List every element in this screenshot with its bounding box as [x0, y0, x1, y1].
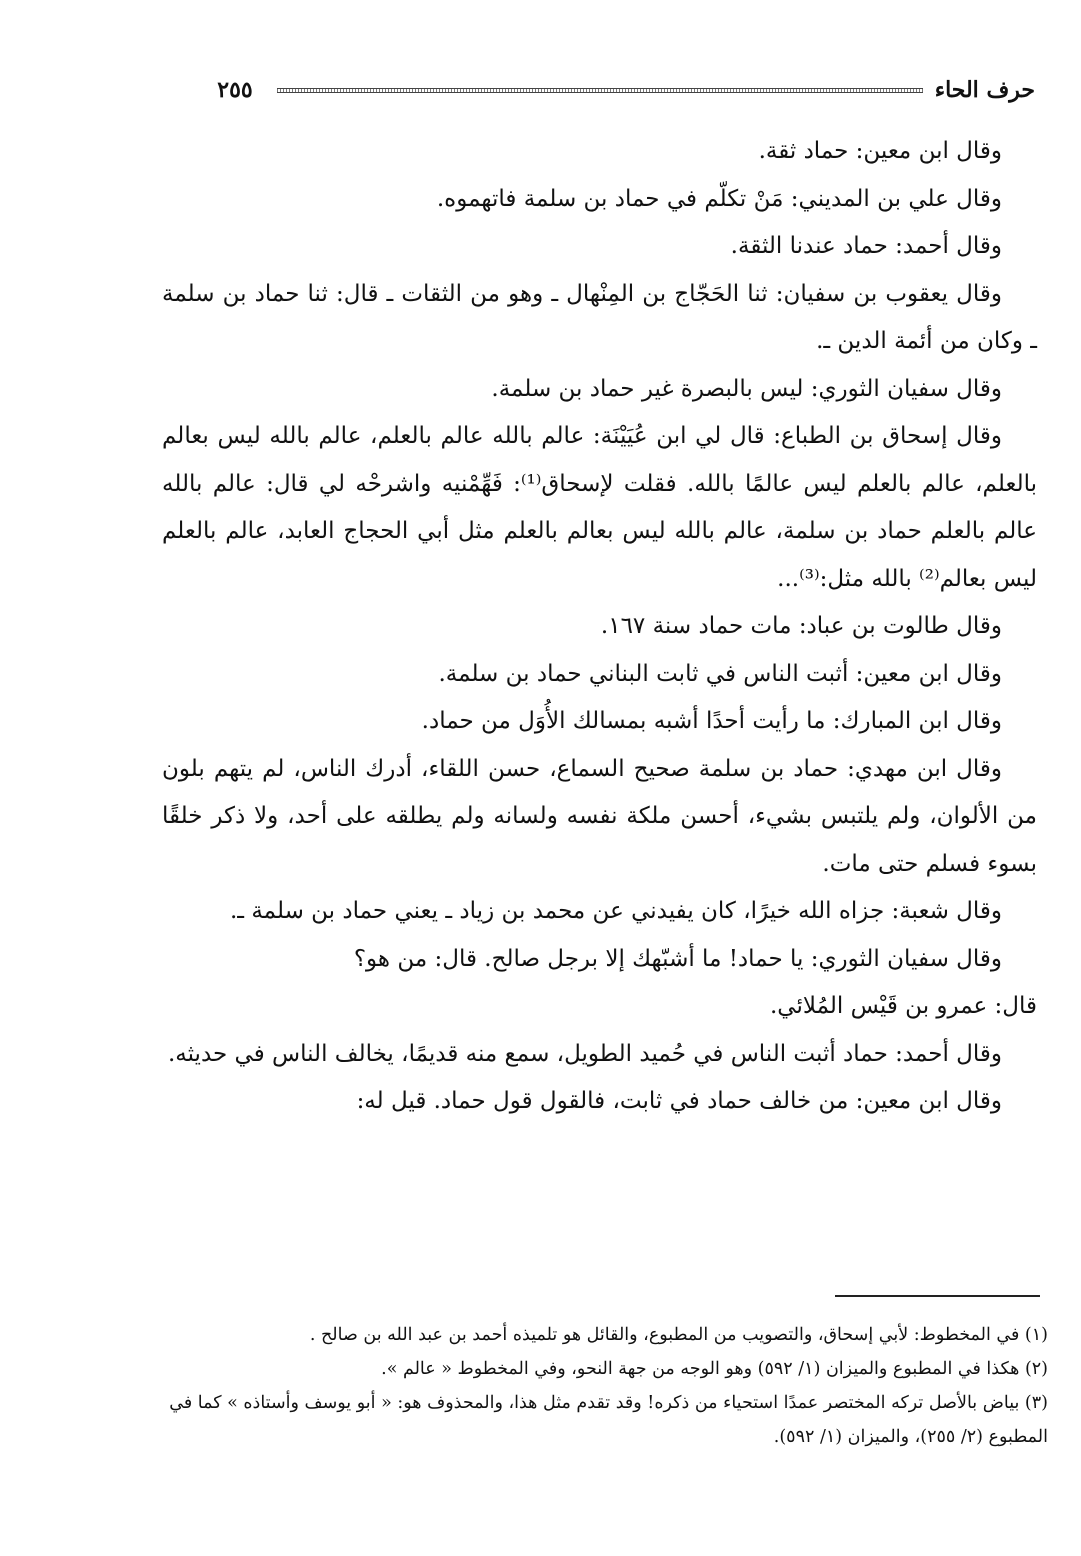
footnote: (٣) بياض بالأصل تركه المختصر عمدًا استحياء من ذكره! وقد تقدم مثل هذا، والمحذوف هو: « أبو يوسف وأستاذه » كما في المطبوع (٢/ ٢٥٥)، والميزان (١/ ٥٩٢).	[169, 1393, 1048, 1447]
footnote-rule	[835, 1295, 1040, 1297]
header-rule	[277, 88, 923, 93]
footnote: (٢) هكذا في المطبوع والميزان (١/ ٥٩٢) وهو الوجه من جهة النحو، وفي المخطوط « عالم ».	[381, 1359, 1048, 1379]
paragraph: وقال ابن معين: من خالف حماد في ثابت، فالقول قول حماد. قيل له:	[356, 1088, 1002, 1114]
paragraph: وقال سفيان الثوري: ليس بالبصرة غير حماد بن سلمة.	[491, 375, 1002, 402]
paragraph: وقال إسحاق بن الطباع: قال لي ابن عُيَيْنَة: عالم بالله عالم بالعلم، عالم بالله ليس بعالم بالعلم، عالم بالعلم ليس عالمًا بالله. فقلت لإسحاق⁽¹⁾: فَهِّمْنيه واشرحْه لي قال: عالم بالله عالم بالعلم حماد بن سلمة، عالم بالله ليس بعالم بالعلم مثل أبي الحجاج العابد، عالم بالعلم ليس بعالم⁽²⁾ بالله مثل:⁽³⁾...	[162, 423, 1037, 592]
paragraph: وقال علي بن المديني: مَنْ تكلّم في حماد بن سلمة فاتهموه.	[436, 185, 1002, 212]
paragraph-continuation: قال: عمرو بن قَيْس المُلائي.	[770, 993, 1037, 1019]
paragraph: وقال يعقوب بن سفيان: ثنا الحَجّاج بن المِنْهال ـ وهو من الثقات ـ قال: ثنا حماد بن سلمة ـ وكان من أئمة الدين ـ.	[162, 280, 1037, 354]
main-text	[162, 128, 1037, 1126]
paragraph: وقال ابن معين: حماد ثقة.	[758, 138, 1002, 164]
footnote: (١) في المخطوط: لأبي إسحاق، والتصويب من المطبوع، والقائل هو تلميذه أحمد بن عبد الله بن صالح .	[309, 1325, 1048, 1345]
page-header	[205, 70, 1035, 110]
paragraph: وقال سفيان الثوري: يا حماد! ما أشبّهك إلا برجل صالح. قال: من هو؟	[353, 945, 1002, 972]
paragraph: وقال شعبة: جزاه الله خيرًا، كان يفيدني عن محمد بن زياد ـ يعني حماد بن سلمة ـ.	[229, 898, 1002, 924]
paragraph: وقال ابن مهدي: حماد بن سلمة صحيح السماع، حسن اللقاء، أدرك الناس، لم يتهم بلون من الألوان، ولم يلتبس بشيء، أحسن ملكة نفسه ولسانه ولم يطلقه على أحد، ولا ذكر خلقًا بسوء فسلم حتى مات.	[162, 755, 1037, 877]
paragraph: وقال أحمد: حماد عندنا الثقة.	[730, 233, 1002, 259]
footnotes	[150, 1318, 1048, 1454]
running-head: حرف الحاء	[934, 77, 1035, 103]
paragraph: وقال أحمد: حماد أثبت الناس في حُميد الطويل، سمع منه قديمًا، يخالف الناس في حديثه.	[167, 1040, 1002, 1067]
paragraph: وقال ابن معين: أثبت الناس في ثابت البناني حماد بن سلمة.	[438, 660, 1002, 687]
page-number: ٢٥٥	[217, 77, 253, 103]
paragraph: وقال طالوت بن عباد: مات حماد سنة ١٦٧.	[600, 613, 1002, 639]
paragraph: وقال ابن المبارك: ما رأيت أحدًا أشبه بمسالك الأُوَل من حماد.	[421, 708, 1002, 734]
